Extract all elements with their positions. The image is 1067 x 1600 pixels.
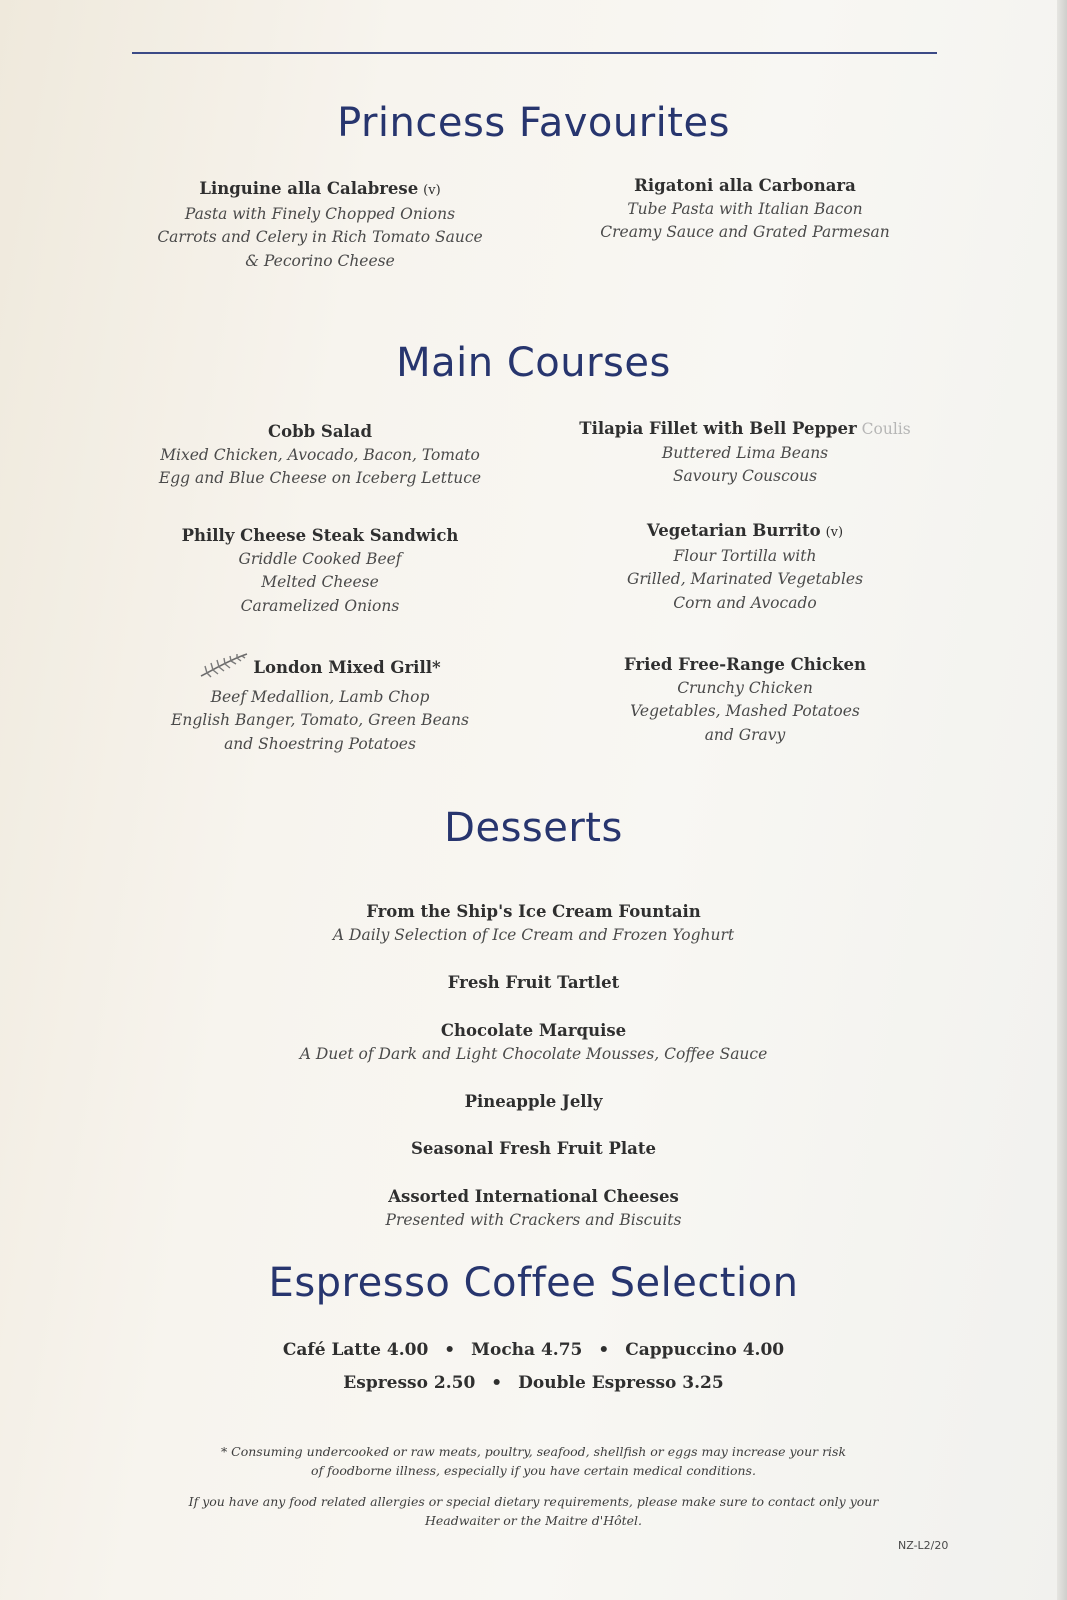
dish-name: Philly Cheese Steak Sandwich — [181, 526, 459, 545]
coffee-row-1 — [0, 1340, 1067, 1360]
dish-name: From the Ship's Ice Cream Fountain — [366, 902, 701, 921]
dish-name: Rigatoni alla Carbonara — [634, 176, 856, 195]
dish-desc: Mixed Chicken, Avocado, Bacon, Tomato — [160, 445, 480, 464]
separator-dot: • — [491, 1373, 503, 1393]
dish-tilapia — [545, 417, 945, 489]
dessert-ice-cream — [0, 900, 1067, 947]
page-edge — [1057, 0, 1067, 1600]
heading-main-courses: Main Courses — [396, 340, 671, 386]
dish-desc: A Duet of Dark and Light Chocolate Mousses, Coffee Sauce — [299, 1044, 768, 1063]
dessert-fruit-plate — [0, 1137, 1067, 1161]
dish-desc: Vegetables, Mashed Potatoes — [630, 702, 860, 720]
dish-desc: Tube Pasta with Italian Bacon — [627, 199, 863, 218]
dish-desc: and Shoestring Potatoes — [224, 734, 416, 753]
dish-desc: Crunchy Chicken — [677, 678, 813, 697]
dish-vegetarian-burrito — [565, 519, 925, 615]
coffee-item: Mocha 4.75 — [471, 1340, 583, 1360]
dessert-chocolate-marquise — [0, 1019, 1067, 1066]
dish-philly-cheese-steak — [140, 524, 500, 618]
dish-desc: and Gravy — [704, 725, 786, 744]
dish-desc: & Pecorino Cheese — [245, 251, 395, 270]
dish-name: Fried Free-Range Chicken — [623, 655, 867, 674]
coffee-item: Double Espresso 3.25 — [518, 1373, 724, 1393]
dish-desc: Pasta with Finely Chopped Onions — [184, 204, 456, 223]
dish-name: Vegetarian Burrito — [646, 521, 821, 540]
consumption-warning — [0, 1442, 1067, 1480]
dish-name: Tilapia Fillet with Bell Pepper — [579, 419, 857, 438]
heading-desserts: Desserts — [444, 805, 623, 851]
allergy-note — [0, 1492, 1067, 1530]
dish-name: London Mixed Grill* — [253, 657, 441, 677]
note-line: If you have any food related allergies or special dietary requirements, please make sure to contact only your — [188, 1494, 879, 1509]
dish-desc: Savoury Couscous — [672, 467, 818, 485]
dish-cobb-salad — [140, 420, 500, 491]
separator-dot: • — [444, 1340, 456, 1360]
dish-london-mixed-grill — [140, 652, 500, 756]
dish-name-faded: Coulis — [861, 420, 911, 438]
dish-desc: Presented with Crackers and Biscuits — [385, 1210, 682, 1229]
dessert-pineapple-jelly — [0, 1090, 1067, 1114]
coffee-item: Espresso 2.50 — [343, 1373, 476, 1393]
dish-name: Cobb Salad — [267, 422, 373, 441]
dish-desc: Griddle Cooked Beef — [238, 549, 402, 568]
dessert-tartlet — [0, 971, 1067, 995]
dish-desc: Buttered Lima Beans — [661, 443, 829, 462]
dish-name: Seasonal Fresh Fruit Plate — [411, 1139, 656, 1158]
dish-desc: Caramelized Onions — [240, 596, 400, 615]
menu-code: NZ-L2/20 — [898, 1539, 949, 1552]
dish-desc: Flour Tortilla with — [673, 546, 817, 565]
dish-fried-chicken — [565, 653, 925, 747]
coffee-item: Cappuccino 4.00 — [625, 1340, 785, 1360]
dish-desc: Melted Cheese — [261, 573, 379, 591]
fern-icon — [199, 652, 249, 686]
dish-desc: Beef Medallion, Lamb Chop — [210, 687, 430, 706]
dish-name: Fresh Fruit Tartlet — [447, 973, 620, 992]
dish-desc: Grilled, Marinated Vegetables — [626, 570, 864, 588]
dish-rigatoni — [565, 174, 925, 245]
dish-name: Pineapple Jelly — [464, 1092, 603, 1111]
vegetarian-mark: (v) — [825, 525, 844, 540]
dish-desc: Creamy Sauce and Grated Parmesan — [600, 223, 890, 241]
dish-desc: A Daily Selection of Ice Cream and Frozen Yoghurt — [332, 925, 735, 944]
dessert-cheeses — [0, 1185, 1067, 1232]
heading-favourites: Princess Favourites — [337, 100, 730, 146]
dish-linguine — [140, 177, 500, 273]
dish-desc: English Banger, Tomato, Green Beans — [171, 711, 469, 729]
dish-name: Linguine alla Calabrese — [199, 179, 419, 198]
vegetarian-mark: (v) — [423, 183, 441, 198]
dish-desc: Egg and Blue Cheese on Iceberg Lettuce — [158, 469, 482, 487]
note-line: Headwaiter or the Maitre d'Hôtel. — [424, 1513, 643, 1528]
note-line: * Consuming undercooked or raw meats, poultry, seafood, shellfish or eggs may increase your risk — [220, 1444, 847, 1459]
heading-coffee: Espresso Coffee Selection — [268, 1260, 799, 1306]
dish-name: Chocolate Marquise — [440, 1021, 627, 1040]
dish-desc: Carrots and Celery in Rich Tomato Sauce — [157, 228, 483, 246]
dish-desc: Corn and Avocado — [673, 593, 817, 612]
dish-name: Assorted International Cheeses — [388, 1187, 679, 1206]
note-line: of foodborne illness, especially if you have certain medical conditions. — [311, 1463, 756, 1478]
coffee-item: Café Latte 4.00 — [282, 1340, 429, 1360]
separator-dot: • — [598, 1340, 610, 1360]
coffee-row-2 — [0, 1373, 1067, 1393]
top-rule — [132, 52, 937, 54]
